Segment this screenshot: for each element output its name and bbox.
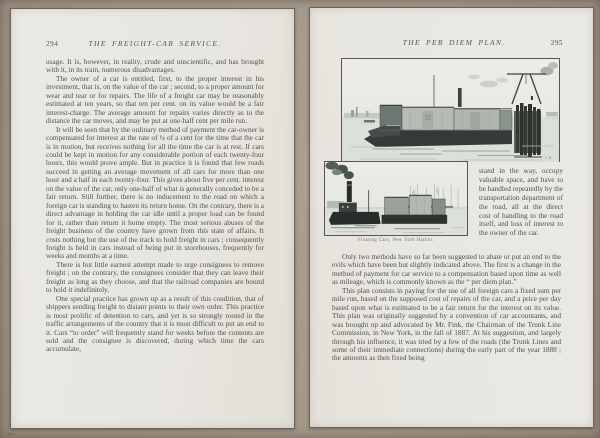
car-float-illustration (342, 59, 559, 162)
body-paragraph: One special practice has grown up as a result of this condition, that of shippers sending freight to distant points to their own order. This practice is most prolific of detention to cars, and yet is so strongly rooted in the traffic arrangements of the country that it is most difficult to put an end to it. Cars “to order” will frequently stand for weeks before the contents are sold and the consignee is discovered, during which time the cars accumulate, (46, 293, 264, 354)
right-running-title: THE PER DIEM PLAN. (402, 38, 506, 47)
left-running-title: THE FREIGHT-CAR SERVICE. (88, 39, 222, 48)
body-paragraph: There is but little earnest attempt made to urge consignees to remove freight ; on the contrary, the consignees consider that they can leave their freight as long as they choose, and that the railroad companies are bound to hold it indefinitely. (46, 259, 264, 295)
body-paragraph: usage. It is, however, in reality, crude and unscientific, and has brought with it, in its train, numerous disadvantages. (46, 57, 264, 75)
body-paragraph: Only two methods have so far been suggested to abate or put an end to the evils which have been but slightly indicated above. The first is a change in the method of payment for car service to a compensation based upon time as well as mileage, which is commonly known as the “ per diem plan.” (332, 252, 561, 287)
body-paragraph: It will be seen that by the ordinary method of payment the car-owner is compensated for interest at the rate of ¼ of a cent for the time that the car is in motion, but receives nothing for all the time the car is at rest. If cars could be kept in motion for any considerable portion of each twenty-four hours, this would prove ample. But in practice it is found that few roads succeed in getting an average movement of all cars for more than one hour and a half in each twenty-four. This gives about five per cent. interest on the value of the car, only one-half of what is generally conceded to be a fair return. Still further, there is no inducement to the road on which a foreign car is standing to hasten its return home. On the contrary, there is a direct advantage in holding the car idle until a proper load can be found for it, rather than return it home empty. The most serious abuses of the freight business of the country have grown from this state of affairs. It costs nothing but the use of the track to hold freight in cars ; consequently freight is held in cars instead of being put in storehouses, frequently for weeks and months at a time. (46, 124, 264, 261)
left-page-header (46, 39, 264, 50)
tugboat-illustration (325, 162, 467, 235)
body-paragraph: This plan consists in paying for the use of all foreign cars a fixed sum per mile run, based on the supposed cost of repairs of the car, and a price per day based upon what is estimated to be a fair return for the interest on its value. This plan was originally suggested by a convention of car accountants, and was brought up and advocated by Mr. Fink, the Chairman of the Trunk Line Commission, in New York, in the fall of 1887. At his suggestion, and largely through his influence, it was tried by a few of the roads (the Trunk Lines and some of their immediate connections) during the early part of the year 1888 ; the amounts as then fixed being (332, 285, 561, 363)
right-page (309, 7, 594, 428)
artist-signature: J. R. (545, 155, 553, 160)
right-page-body (332, 253, 561, 363)
left-page-body (46, 58, 264, 354)
right-page-header (345, 38, 563, 49)
right-page-number: 295 (550, 39, 563, 47)
wrap-text-column: stand in the way, occupy valuable space, and have to be handled repeatedly by the transportation department of the road, all at the direct cost of handling to the road itself, and loss of interest to the owner of the car. (479, 166, 563, 238)
illustration-caption: Floating Cars, New York Harbor. (358, 238, 434, 243)
left-page (10, 8, 295, 429)
left-page-number: 294 (46, 40, 59, 48)
illustration-frame-upper (341, 58, 560, 162)
body-paragraph: The owner of a car is entitled, first, to the proper interest in his investment, that is, on the value of the car ; second, to a proper amount for wear and tear or for repairs. The life of a freight car may be reasonably estimated at ten years, so that ten per cent. on its value would be a fair interest-charge. The average amount for repairs varies directly as to the distance the car moves, and may be put at one-half cent per mile run. (46, 73, 264, 126)
illustration-frame-lower (324, 161, 468, 236)
mat-smudge (5, 433, 15, 435)
